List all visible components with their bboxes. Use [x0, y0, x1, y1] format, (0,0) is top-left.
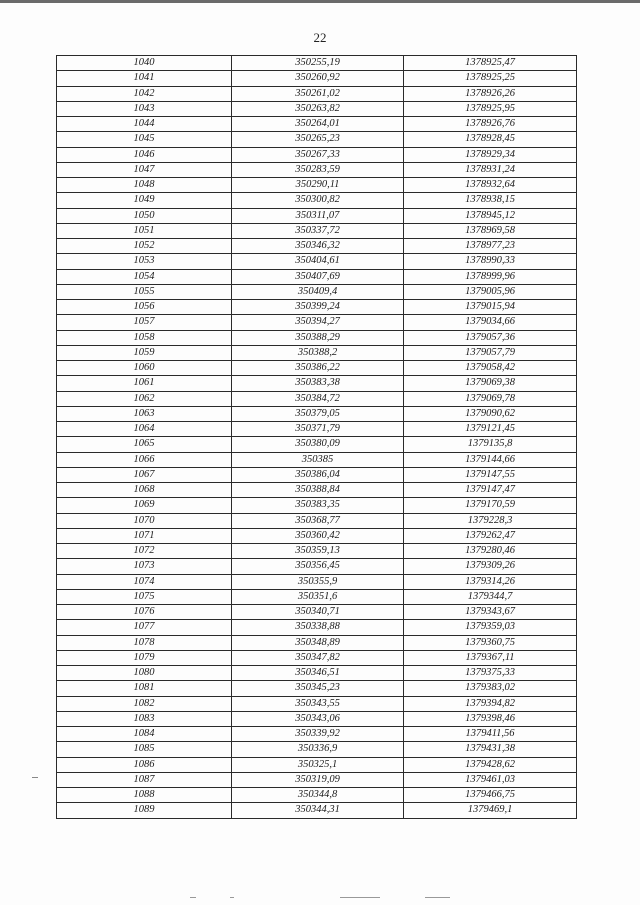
- table-row: [57, 71, 577, 86]
- x-coordinate-cell: 350267,33: [232, 147, 404, 162]
- table-row: [57, 86, 577, 101]
- y-coordinate-cell: 1379375,33: [404, 666, 577, 681]
- y-coordinate-cell: 1379005,96: [404, 284, 577, 299]
- point-number-cell: 1083: [57, 711, 232, 726]
- y-coordinate-cell: 1379428,62: [404, 757, 577, 772]
- point-number-cell: 1079: [57, 650, 232, 665]
- x-coordinate-cell: 350383,38: [232, 376, 404, 391]
- x-coordinate-cell: 350360,42: [232, 528, 404, 543]
- y-coordinate-cell: 1379431,38: [404, 742, 577, 757]
- point-number-cell: 1063: [57, 406, 232, 421]
- table-row: [57, 101, 577, 116]
- y-coordinate-cell: 1379383,02: [404, 681, 577, 696]
- table-row: [57, 727, 577, 742]
- x-coordinate-cell: 350379,05: [232, 406, 404, 421]
- table-row: [57, 513, 577, 528]
- x-coordinate-cell: 350407,69: [232, 269, 404, 284]
- y-coordinate-cell: 1379034,66: [404, 315, 577, 330]
- x-coordinate-cell: 350351,6: [232, 589, 404, 604]
- y-coordinate-cell: 1379466,75: [404, 788, 577, 803]
- x-coordinate-cell: 350348,89: [232, 635, 404, 650]
- point-number-cell: 1050: [57, 208, 232, 223]
- coordinates-table: [56, 55, 577, 819]
- table-row: [57, 117, 577, 132]
- y-coordinate-cell: 1379121,45: [404, 422, 577, 437]
- x-coordinate-cell: 350384,72: [232, 391, 404, 406]
- x-coordinate-cell: 350263,82: [232, 101, 404, 116]
- table-row: [57, 681, 577, 696]
- point-number-cell: 1068: [57, 483, 232, 498]
- point-number-cell: 1042: [57, 86, 232, 101]
- point-number-cell: 1061: [57, 376, 232, 391]
- point-number-cell: 1074: [57, 574, 232, 589]
- y-coordinate-cell: 1379135,8: [404, 437, 577, 452]
- table-row: [57, 56, 577, 71]
- scan-artifacts: [190, 897, 450, 900]
- point-number-cell: 1057: [57, 315, 232, 330]
- y-coordinate-cell: 1378925,95: [404, 101, 577, 116]
- table-row: [57, 711, 577, 726]
- table-row: [57, 772, 577, 787]
- point-number-cell: 1046: [57, 147, 232, 162]
- y-coordinate-cell: 1379228,3: [404, 513, 577, 528]
- point-number-cell: 1084: [57, 727, 232, 742]
- y-coordinate-cell: 1378925,25: [404, 71, 577, 86]
- y-coordinate-cell: 1379344,7: [404, 589, 577, 604]
- x-coordinate-cell: 350325,1: [232, 757, 404, 772]
- table-row: [57, 498, 577, 513]
- y-coordinate-cell: 1379147,47: [404, 483, 577, 498]
- y-coordinate-cell: 1379469,1: [404, 803, 577, 818]
- point-number-cell: 1047: [57, 162, 232, 177]
- table-row: [57, 650, 577, 665]
- x-coordinate-cell: 350355,9: [232, 574, 404, 589]
- point-number-cell: 1077: [57, 620, 232, 635]
- x-coordinate-cell: 350404,61: [232, 254, 404, 269]
- table-row: [57, 147, 577, 162]
- x-coordinate-cell: 350386,22: [232, 361, 404, 376]
- point-number-cell: 1048: [57, 178, 232, 193]
- y-coordinate-cell: 1379058,42: [404, 361, 577, 376]
- y-coordinate-cell: 1379015,94: [404, 300, 577, 315]
- y-coordinate-cell: 1379367,11: [404, 650, 577, 665]
- y-coordinate-cell: 1378945,12: [404, 208, 577, 223]
- point-number-cell: 1041: [57, 71, 232, 86]
- table-row: [57, 742, 577, 757]
- point-number-cell: 1058: [57, 330, 232, 345]
- point-number-cell: 1089: [57, 803, 232, 818]
- x-coordinate-cell: 350339,92: [232, 727, 404, 742]
- point-number-cell: 1085: [57, 742, 232, 757]
- x-coordinate-cell: 350371,79: [232, 422, 404, 437]
- x-coordinate-cell: 350386,04: [232, 467, 404, 482]
- point-number-cell: 1078: [57, 635, 232, 650]
- margin-mark: [32, 777, 38, 778]
- point-number-cell: 1070: [57, 513, 232, 528]
- table-row: [57, 559, 577, 574]
- y-coordinate-cell: 1378938,15: [404, 193, 577, 208]
- y-coordinate-cell: 1378932,64: [404, 178, 577, 193]
- x-coordinate-cell: 350336,9: [232, 742, 404, 757]
- point-number-cell: 1056: [57, 300, 232, 315]
- y-coordinate-cell: 1379280,46: [404, 544, 577, 559]
- top-edge-rule: [0, 0, 640, 3]
- table-row: [57, 162, 577, 177]
- point-number-cell: 1071: [57, 528, 232, 543]
- table-row: [57, 696, 577, 711]
- y-coordinate-cell: 1379394,82: [404, 696, 577, 711]
- table-row: [57, 666, 577, 681]
- x-coordinate-cell: 350385: [232, 452, 404, 467]
- x-coordinate-cell: 350388,29: [232, 330, 404, 345]
- x-coordinate-cell: 350380,09: [232, 437, 404, 452]
- y-coordinate-cell: 1379411,56: [404, 727, 577, 742]
- x-coordinate-cell: 350346,32: [232, 239, 404, 254]
- x-coordinate-cell: 350346,51: [232, 666, 404, 681]
- x-coordinate-cell: 350388,2: [232, 345, 404, 360]
- x-coordinate-cell: 350300,82: [232, 193, 404, 208]
- table-row: [57, 345, 577, 360]
- y-coordinate-cell: 1378929,34: [404, 147, 577, 162]
- table-row: [57, 788, 577, 803]
- x-coordinate-cell: 350368,77: [232, 513, 404, 528]
- point-number-cell: 1045: [57, 132, 232, 147]
- y-coordinate-cell: 1379170,59: [404, 498, 577, 513]
- x-coordinate-cell: 350344,8: [232, 788, 404, 803]
- table-row: [57, 574, 577, 589]
- point-number-cell: 1060: [57, 361, 232, 376]
- point-number-cell: 1051: [57, 223, 232, 238]
- table-row: [57, 376, 577, 391]
- table-row: [57, 254, 577, 269]
- table-row: [57, 483, 577, 498]
- coordinates-table-body: [57, 56, 577, 819]
- y-coordinate-cell: 1379262,47: [404, 528, 577, 543]
- x-coordinate-cell: 350260,92: [232, 71, 404, 86]
- table-row: [57, 605, 577, 620]
- table-row: [57, 452, 577, 467]
- table-row: [57, 620, 577, 635]
- point-number-cell: 1072: [57, 544, 232, 559]
- table-row: [57, 635, 577, 650]
- x-coordinate-cell: 350319,09: [232, 772, 404, 787]
- point-number-cell: 1064: [57, 422, 232, 437]
- point-number-cell: 1075: [57, 589, 232, 604]
- y-coordinate-cell: 1378931,24: [404, 162, 577, 177]
- table-row: [57, 391, 577, 406]
- x-coordinate-cell: 350399,24: [232, 300, 404, 315]
- point-number-cell: 1044: [57, 117, 232, 132]
- point-number-cell: 1087: [57, 772, 232, 787]
- point-number-cell: 1066: [57, 452, 232, 467]
- table-row: [57, 406, 577, 421]
- y-coordinate-cell: 1379090,62: [404, 406, 577, 421]
- point-number-cell: 1059: [57, 345, 232, 360]
- point-number-cell: 1081: [57, 681, 232, 696]
- point-number-cell: 1067: [57, 467, 232, 482]
- table-row: [57, 269, 577, 284]
- x-coordinate-cell: 350264,01: [232, 117, 404, 132]
- table-row: [57, 239, 577, 254]
- point-number-cell: 1052: [57, 239, 232, 254]
- x-coordinate-cell: 350311,07: [232, 208, 404, 223]
- point-number-cell: 1062: [57, 391, 232, 406]
- y-coordinate-cell: 1378926,76: [404, 117, 577, 132]
- x-coordinate-cell: 350340,71: [232, 605, 404, 620]
- table-row: [57, 528, 577, 543]
- point-number-cell: 1080: [57, 666, 232, 681]
- x-coordinate-cell: 350283,59: [232, 162, 404, 177]
- y-coordinate-cell: 1379360,75: [404, 635, 577, 650]
- point-number-cell: 1043: [57, 101, 232, 116]
- point-number-cell: 1049: [57, 193, 232, 208]
- x-coordinate-cell: 350343,55: [232, 696, 404, 711]
- table-row: [57, 300, 577, 315]
- table-row: [57, 284, 577, 299]
- y-coordinate-cell: 1379057,36: [404, 330, 577, 345]
- point-number-cell: 1086: [57, 757, 232, 772]
- table-row: [57, 330, 577, 345]
- x-coordinate-cell: 350394,27: [232, 315, 404, 330]
- x-coordinate-cell: 350344,31: [232, 803, 404, 818]
- x-coordinate-cell: 350345,23: [232, 681, 404, 696]
- x-coordinate-cell: 350290,11: [232, 178, 404, 193]
- point-number-cell: 1055: [57, 284, 232, 299]
- y-coordinate-cell: 1379069,78: [404, 391, 577, 406]
- table-row: [57, 315, 577, 330]
- point-number-cell: 1065: [57, 437, 232, 452]
- table-row: [57, 437, 577, 452]
- y-coordinate-cell: 1379343,67: [404, 605, 577, 620]
- y-coordinate-cell: 1378969,58: [404, 223, 577, 238]
- table-row: [57, 193, 577, 208]
- table-row: [57, 757, 577, 772]
- point-number-cell: 1076: [57, 605, 232, 620]
- x-coordinate-cell: 350388,84: [232, 483, 404, 498]
- y-coordinate-cell: 1378926,26: [404, 86, 577, 101]
- x-coordinate-cell: 350356,45: [232, 559, 404, 574]
- y-coordinate-cell: 1379359,03: [404, 620, 577, 635]
- x-coordinate-cell: 350359,13: [232, 544, 404, 559]
- table-row: [57, 208, 577, 223]
- y-coordinate-cell: 1378928,45: [404, 132, 577, 147]
- y-coordinate-cell: 1378977,23: [404, 239, 577, 254]
- x-coordinate-cell: 350343,06: [232, 711, 404, 726]
- x-coordinate-cell: 350265,23: [232, 132, 404, 147]
- y-coordinate-cell: 1379309,26: [404, 559, 577, 574]
- table-row: [57, 422, 577, 437]
- point-number-cell: 1040: [57, 56, 232, 71]
- point-number-cell: 1069: [57, 498, 232, 513]
- point-number-cell: 1082: [57, 696, 232, 711]
- x-coordinate-cell: 350409,4: [232, 284, 404, 299]
- table-row: [57, 467, 577, 482]
- y-coordinate-cell: 1379144,66: [404, 452, 577, 467]
- table-row: [57, 589, 577, 604]
- y-coordinate-cell: 1378999,96: [404, 269, 577, 284]
- table-row: [57, 544, 577, 559]
- table-row: [57, 132, 577, 147]
- x-coordinate-cell: 350347,82: [232, 650, 404, 665]
- y-coordinate-cell: 1378990,33: [404, 254, 577, 269]
- point-number-cell: 1073: [57, 559, 232, 574]
- y-coordinate-cell: 1379147,55: [404, 467, 577, 482]
- table-row: [57, 361, 577, 376]
- table-row: [57, 178, 577, 193]
- y-coordinate-cell: 1378925,47: [404, 56, 577, 71]
- table-row: [57, 803, 577, 818]
- table-row: [57, 223, 577, 238]
- y-coordinate-cell: 1379069,38: [404, 376, 577, 391]
- y-coordinate-cell: 1379057,79: [404, 345, 577, 360]
- x-coordinate-cell: 350261,02: [232, 86, 404, 101]
- point-number-cell: 1088: [57, 788, 232, 803]
- point-number-cell: 1053: [57, 254, 232, 269]
- y-coordinate-cell: 1379398,46: [404, 711, 577, 726]
- x-coordinate-cell: 350338,88: [232, 620, 404, 635]
- y-coordinate-cell: 1379314,26: [404, 574, 577, 589]
- x-coordinate-cell: 350255,19: [232, 56, 404, 71]
- page-number: 22: [313, 30, 327, 45]
- point-number-cell: 1054: [57, 269, 232, 284]
- x-coordinate-cell: 350383,35: [232, 498, 404, 513]
- x-coordinate-cell: 350337,72: [232, 223, 404, 238]
- y-coordinate-cell: 1379461,03: [404, 772, 577, 787]
